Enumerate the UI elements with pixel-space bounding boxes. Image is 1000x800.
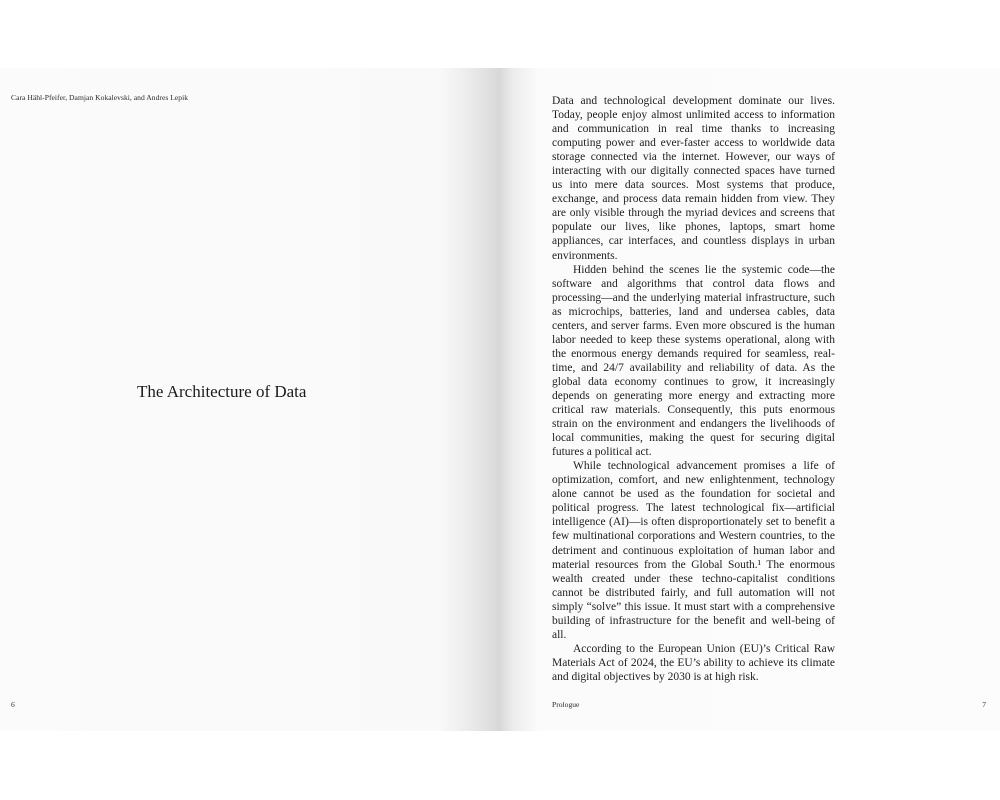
running-head-authors: Cara Hähl-Pfeifer, Damjan Kokalevski, and Andres Lepik: [11, 93, 189, 102]
body-text: [552, 94, 835, 684]
body-paragraph-4: According to the European Union (EU)’s Critical Raw Materials Act of 2024, the EU’s ability to achieve its climate and digital objectives by 2030 is at high risk.: [552, 642, 835, 683]
page-number-right: 7: [982, 700, 986, 709]
body-paragraph-3: While technological advancement promises a life of optimization, comfort, and new enlightenment, technology alone cannot be used as the foundation for societal and political progress. The latest technological fix—artificial intelligence (AI)—is often disproportionately set to benefit a few multinational corporations and Western countries, to the detriment and continuous exploitation of human labor and material resources from the Global South.¹ The enormous wealth created under these techno-capitalist conditions cannot be distributed fairly, and full automation will not simply “solve” this issue. It must start with a comprehensive building of infrastructure for the benefit and well-being of all.: [552, 460, 835, 641]
page-number-left: 6: [11, 700, 15, 709]
section-label: Prologue: [552, 700, 580, 709]
body-paragraph-2: Hidden behind the scenes lie the systemic code—the software and algorithms that control data flows and processing—and the underlying material infrastructure, such as microchips, batteries, land and undersea cables, data centers, and server farms. Even more obscured is the human labor needed to keep these systems operational, along with the enormous energy demands required for seamless, real-time, and 24/7 availability and reliability of data. As the global data economy continues to grow, it increasingly depends on generating more energy and extracting more critical raw materials. Consequently, this puts enormous strain on the environment and endangers the livelihoods of local communities, making the quest for securing digital futures a political act.: [552, 263, 835, 459]
right-page: [498, 68, 1000, 731]
book-spread: [0, 68, 1000, 731]
body-paragraph-1: Data and technological development dominate our lives. Today, people enjoy almost unlimited access to information and communication in real time thanks to increasing computing power and ever-faster access to worldwide data storage connected via the internet. However, our ways of interacting with our digitally connected spaces have turned us into mere data sources. Most systems that produce, exchange, and process data remain hidden from view. They are only visible through the myriad devices and screens that populate our lives, like phones, laptops, smart home appliances, car interfaces, and countless displays in urban environments.: [552, 95, 835, 262]
chapter-title: The Architecture of Data: [137, 382, 307, 401]
left-page: [0, 68, 498, 731]
